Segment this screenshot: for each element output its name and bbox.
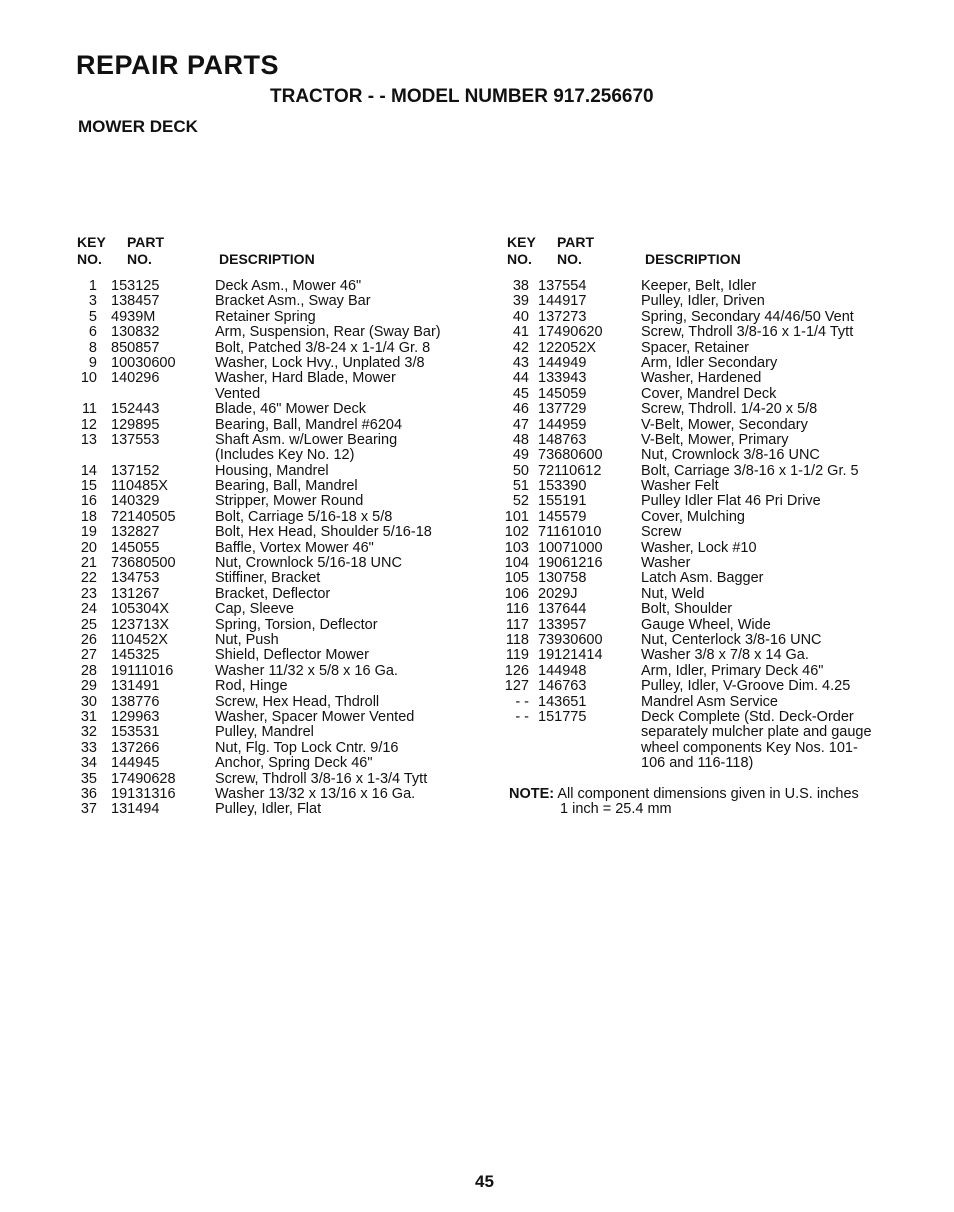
part-key-number: 19 bbox=[80, 524, 97, 541]
part-description: Nut, Weld bbox=[641, 585, 705, 602]
part-key-number: 1 bbox=[88, 278, 97, 294]
parts-row bbox=[498, 402, 901, 417]
part-number bbox=[538, 756, 641, 771]
part-key-number: 15 bbox=[80, 478, 97, 495]
page-title: REPAIR PARTS bbox=[76, 50, 280, 80]
note-text-line1: All component dimensions given in U.S. inches bbox=[557, 786, 859, 802]
part-key-number: 34 bbox=[80, 755, 97, 772]
part-description: Stiffiner, Bracket bbox=[215, 570, 321, 587]
part-description: Nut, Crownlock 5/16-18 UNC bbox=[215, 555, 402, 572]
part-key-number: 102 bbox=[504, 524, 529, 541]
part-key-number: 5 bbox=[88, 308, 97, 325]
part-description: Shield, Deflector Mower bbox=[215, 647, 369, 664]
part-key-number: 47 bbox=[512, 416, 529, 433]
note-label: NOTE: bbox=[509, 786, 555, 802]
part-description: Arm, Suspension, Rear (Sway Bar) bbox=[215, 324, 441, 341]
part-number: 144945 bbox=[111, 755, 160, 772]
part-key-number: 8 bbox=[88, 339, 97, 356]
parts-row bbox=[498, 356, 901, 371]
part-number: 19121414 bbox=[538, 647, 603, 664]
part-key-number: 12 bbox=[80, 416, 97, 433]
part-key-number: 46 bbox=[512, 401, 529, 418]
part-key-number bbox=[76, 387, 97, 402]
part-key-number bbox=[498, 741, 529, 756]
part-number: 153531 bbox=[111, 724, 160, 741]
parts-row bbox=[76, 448, 475, 463]
part-key-number: 37 bbox=[80, 801, 97, 818]
parts-row bbox=[76, 602, 475, 617]
part-description: Baffle, Vortex Mower 46" bbox=[215, 539, 374, 556]
parts-row bbox=[76, 418, 475, 433]
part-description: Spring, Secondary 44/46/50 Vent bbox=[641, 308, 854, 325]
part-key-number bbox=[498, 756, 529, 771]
parts-row bbox=[498, 602, 901, 617]
parts-row bbox=[498, 279, 901, 294]
part-description: Screw, Thdroll 3/8-16 x 1-1/4 Tytt bbox=[641, 324, 854, 341]
part-key-number: 23 bbox=[80, 585, 97, 602]
part-number bbox=[538, 741, 641, 756]
parts-row bbox=[498, 633, 901, 648]
part-description: Gauge Wheel, Wide bbox=[641, 616, 771, 633]
part-number: 144917 bbox=[538, 293, 587, 310]
part-key-number: 127 bbox=[504, 678, 529, 695]
left-description-header: DESCRIPTION bbox=[219, 251, 315, 267]
parts-row bbox=[498, 479, 901, 494]
parts-row bbox=[76, 433, 475, 448]
part-number: 133943 bbox=[538, 370, 587, 387]
right-part-header bbox=[557, 234, 594, 268]
parts-row bbox=[76, 679, 475, 694]
part-number: 145579 bbox=[538, 508, 587, 525]
parts-row bbox=[76, 664, 475, 679]
part-description: Anchor, Spring Deck 46" bbox=[215, 755, 373, 772]
parts-row bbox=[498, 587, 901, 602]
parts-row bbox=[498, 525, 901, 540]
part-number: 72140505 bbox=[111, 508, 176, 525]
part-description: Pulley, Mandrel bbox=[215, 724, 314, 741]
part-key-number: 39 bbox=[512, 293, 529, 310]
part-description: Nut, Crownlock 3/8-16 UNC bbox=[641, 447, 820, 464]
part-number: 148763 bbox=[538, 431, 587, 448]
parts-row bbox=[76, 725, 475, 740]
part-number: 137554 bbox=[538, 278, 587, 294]
parts-list-right bbox=[498, 279, 901, 772]
parts-row bbox=[76, 525, 475, 540]
part-key-number: 30 bbox=[80, 693, 97, 710]
part-number: 130832 bbox=[111, 324, 160, 341]
part-number: 105304X bbox=[111, 601, 170, 618]
part-description: Washer, Hard Blade, Mower bbox=[215, 370, 396, 387]
part-description: Pulley, Idler, Flat bbox=[215, 801, 322, 818]
parts-row bbox=[76, 325, 475, 340]
part-description: V-Belt, Mower, Secondary bbox=[641, 416, 808, 433]
part-description: Pulley, Idler, V-Groove Dim. 4.25 bbox=[641, 678, 851, 695]
part-description: Screw, Hex Head, Thdroll bbox=[215, 693, 380, 710]
part-number: 73680600 bbox=[538, 447, 603, 464]
parts-row bbox=[498, 433, 901, 448]
part-key-number bbox=[498, 725, 529, 740]
part-key-number: 117 bbox=[505, 616, 529, 633]
part-key-number: 48 bbox=[512, 431, 529, 448]
part-key-number: 31 bbox=[80, 708, 97, 725]
part-number: 146763 bbox=[538, 678, 587, 695]
part-key-number: 116 bbox=[505, 601, 529, 618]
part-number: 129895 bbox=[111, 416, 160, 433]
part-number: 137644 bbox=[538, 601, 587, 618]
part-number: 131491 bbox=[111, 678, 160, 695]
part-key-number bbox=[76, 448, 97, 463]
part-number: 137729 bbox=[538, 401, 587, 418]
part-description: wheel components Key Nos. 101- bbox=[641, 739, 858, 756]
parts-row bbox=[76, 402, 475, 417]
parts-row bbox=[498, 341, 901, 356]
parts-row bbox=[498, 294, 901, 309]
parts-row bbox=[498, 510, 901, 525]
part-description: Housing, Mandrel bbox=[215, 462, 329, 479]
parts-row bbox=[76, 494, 475, 509]
part-number: 133957 bbox=[538, 616, 587, 633]
part-key-number: 51 bbox=[512, 478, 529, 495]
parts-row bbox=[498, 464, 901, 479]
parts-row bbox=[76, 464, 475, 479]
section-heading: MOWER DECK bbox=[78, 117, 198, 136]
parts-row bbox=[76, 510, 475, 525]
left-part-header bbox=[127, 234, 164, 268]
parts-row bbox=[498, 756, 901, 771]
part-key-number: 33 bbox=[80, 739, 97, 756]
part-number: 10071000 bbox=[538, 539, 603, 556]
parts-row bbox=[498, 494, 901, 509]
parts-row bbox=[76, 279, 475, 294]
parts-row bbox=[76, 294, 475, 309]
right-key-header bbox=[507, 234, 536, 268]
parts-row bbox=[498, 371, 901, 386]
part-number: 137273 bbox=[538, 308, 587, 325]
parts-row bbox=[498, 541, 901, 556]
part-number: 19061216 bbox=[538, 555, 603, 572]
parts-row bbox=[498, 387, 901, 402]
part-number: 2029J bbox=[538, 585, 578, 602]
part-number: 19131316 bbox=[111, 785, 176, 802]
part-number: 138776 bbox=[111, 693, 160, 710]
part-description: Bolt, Patched 3/8-24 x 1-1/4 Gr. 8 bbox=[215, 339, 431, 356]
left-part-header-line1: PART bbox=[127, 234, 165, 250]
part-description: (Includes Key No. 12) bbox=[215, 447, 355, 464]
part-key-number: 106 bbox=[504, 585, 529, 602]
part-description: Spring, Torsion, Deflector bbox=[215, 616, 378, 633]
part-description: Blade, 46" Mower Deck bbox=[215, 401, 367, 418]
parts-row bbox=[76, 541, 475, 556]
parts-row bbox=[498, 695, 901, 710]
part-description: Nut, Push bbox=[215, 631, 279, 648]
part-description: Bolt, Shoulder bbox=[641, 601, 733, 618]
part-number: 138457 bbox=[111, 293, 160, 310]
part-key-number: 32 bbox=[80, 724, 97, 741]
parts-row bbox=[76, 556, 475, 571]
parts-row bbox=[498, 556, 901, 571]
part-description: Washer, Lock #10 bbox=[641, 539, 757, 556]
right-key-header-line2: NO. bbox=[507, 251, 532, 267]
part-number: 140329 bbox=[111, 493, 160, 510]
part-description: Washer Felt bbox=[641, 478, 719, 495]
part-number: 153390 bbox=[538, 478, 587, 495]
part-number: 129963 bbox=[111, 708, 160, 725]
part-key-number: 28 bbox=[80, 662, 97, 679]
part-key-number: 21 bbox=[80, 555, 97, 572]
part-number: 4939M bbox=[111, 308, 156, 325]
parts-row bbox=[76, 618, 475, 633]
parts-row bbox=[76, 802, 475, 817]
part-key-number: 3 bbox=[88, 293, 97, 310]
part-key-number: 13 bbox=[80, 431, 97, 448]
part-key-number: 16 bbox=[80, 493, 97, 510]
part-description: Cover, Mandrel Deck bbox=[641, 385, 777, 402]
part-number: 151775 bbox=[538, 708, 587, 725]
part-description: Screw, Thdroll 3/8-16 x 1-3/4 Tytt bbox=[215, 770, 428, 787]
parts-row bbox=[76, 633, 475, 648]
part-number: 110485X bbox=[111, 478, 168, 495]
part-description: Washer, Lock Hvy., Unplated 3/8 bbox=[215, 354, 425, 371]
part-description: Screw, Thdroll. 1/4-20 x 5/8 bbox=[641, 401, 818, 418]
part-key-number: 18 bbox=[80, 508, 97, 525]
part-key-number: 44 bbox=[512, 370, 529, 387]
part-description: Bolt, Carriage 5/16-18 x 5/8 bbox=[215, 508, 393, 525]
parts-row bbox=[76, 648, 475, 663]
part-number: 144948 bbox=[538, 662, 587, 679]
part-key-number: 43 bbox=[512, 354, 529, 371]
part-description: 106 and 116-118) bbox=[641, 755, 754, 772]
part-key-number: 104 bbox=[504, 555, 529, 572]
part-number: 19111016 bbox=[111, 662, 174, 679]
part-description: Washer, Hardened bbox=[641, 370, 762, 387]
part-key-number: 50 bbox=[512, 462, 529, 479]
part-description: Pulley Idler Flat 46 Pri Drive bbox=[641, 493, 821, 510]
part-description: Nut, Flg. Top Lock Cntr. 9/16 bbox=[215, 739, 399, 756]
part-number: 155191 bbox=[538, 493, 587, 510]
part-number: 137553 bbox=[111, 431, 160, 448]
parts-row bbox=[76, 479, 475, 494]
part-description: Cap, Sleeve bbox=[215, 601, 294, 618]
part-description: Spacer, Retainer bbox=[641, 339, 750, 356]
part-description: Nut, Centerlock 3/8-16 UNC bbox=[641, 631, 822, 648]
right-description-header: DESCRIPTION bbox=[645, 251, 741, 267]
part-key-number: 11 bbox=[81, 401, 97, 418]
parts-list-left bbox=[76, 279, 475, 818]
part-number: 145059 bbox=[538, 385, 587, 402]
part-number: 72110612 bbox=[538, 462, 602, 479]
part-number: 132827 bbox=[111, 524, 160, 541]
part-description: Washer 3/8 x 7/8 x 14 Ga. bbox=[641, 647, 809, 664]
parts-row bbox=[498, 710, 901, 725]
part-number: 145055 bbox=[111, 539, 160, 556]
part-description: Arm, Idler, Primary Deck 46" bbox=[641, 662, 824, 679]
part-description: separately mulcher plate and gauge bbox=[641, 724, 872, 741]
part-number bbox=[538, 725, 641, 740]
part-key-number: 45 bbox=[512, 385, 529, 402]
part-description: Bolt, Carriage 3/8-16 x 1-1/2 Gr. 5 bbox=[641, 462, 859, 479]
parts-row bbox=[76, 310, 475, 325]
part-number bbox=[111, 448, 215, 463]
part-number: 110452X bbox=[111, 631, 168, 648]
parts-row bbox=[76, 756, 475, 771]
part-number: 137266 bbox=[111, 739, 160, 756]
part-key-number: 14 bbox=[80, 462, 97, 479]
part-description: Washer 13/32 x 13/16 x 16 Ga. bbox=[215, 785, 416, 802]
left-key-header-line2: NO. bbox=[77, 251, 102, 267]
right-part-header-line2: NO. bbox=[557, 251, 582, 267]
part-number bbox=[111, 387, 215, 402]
right-key-header-line1: KEY bbox=[507, 234, 536, 250]
part-description: Deck Asm., Mower 46" bbox=[215, 278, 362, 294]
part-description: Rod, Hinge bbox=[215, 678, 288, 695]
parts-row bbox=[498, 310, 901, 325]
part-number: 130758 bbox=[538, 570, 587, 587]
part-number: 17490628 bbox=[111, 770, 176, 787]
parts-row bbox=[76, 587, 475, 602]
part-key-number: - - bbox=[515, 708, 529, 725]
dimension-note bbox=[509, 787, 859, 818]
parts-row bbox=[498, 664, 901, 679]
part-description: Washer, Spacer Mower Vented bbox=[215, 708, 415, 725]
part-number: 137152 bbox=[111, 462, 160, 479]
part-description: Stripper, Mower Round bbox=[215, 493, 364, 510]
part-key-number: 9 bbox=[88, 354, 97, 371]
part-key-number: 38 bbox=[512, 278, 529, 294]
part-key-number: 103 bbox=[504, 539, 529, 556]
part-number: 144959 bbox=[538, 416, 587, 433]
part-description: Mandrel Asm Service bbox=[641, 693, 778, 710]
parts-row bbox=[76, 387, 475, 402]
part-number: 144949 bbox=[538, 354, 587, 371]
part-key-number: 105 bbox=[504, 570, 529, 587]
part-key-number: 10 bbox=[80, 370, 97, 387]
part-key-number: 52 bbox=[512, 493, 529, 510]
part-description: Arm, Idler Secondary bbox=[641, 354, 778, 371]
part-number: 152443 bbox=[111, 401, 160, 418]
part-description: Deck Complete (Std. Deck-Order bbox=[641, 708, 854, 725]
parts-row bbox=[76, 772, 475, 787]
part-number: 122052X bbox=[538, 339, 597, 356]
parts-row bbox=[76, 741, 475, 756]
part-description: Bracket Asm., Sway Bar bbox=[215, 293, 371, 310]
part-number: 17490620 bbox=[538, 324, 603, 341]
part-description: Bracket, Deflector bbox=[215, 585, 331, 602]
part-number: 134753 bbox=[111, 570, 160, 587]
part-number: 71161010 bbox=[538, 524, 602, 541]
part-number: 131267 bbox=[111, 585, 160, 602]
part-key-number: 118 bbox=[505, 631, 529, 648]
part-description: Cover, Mulching bbox=[641, 508, 745, 525]
part-description: Bearing, Ball, Mandrel bbox=[215, 478, 358, 495]
part-description: Washer 11/32 x 5/8 x 16 Ga. bbox=[215, 662, 398, 679]
part-number: 153125 bbox=[111, 278, 160, 294]
part-key-number: 27 bbox=[80, 647, 97, 664]
model-subtitle: TRACTOR - - MODEL NUMBER 917.256670 bbox=[270, 86, 654, 107]
parts-row bbox=[76, 571, 475, 586]
part-key-number: 6 bbox=[88, 324, 97, 341]
parts-row bbox=[76, 710, 475, 725]
part-number: 850857 bbox=[111, 339, 160, 356]
part-key-number: 126 bbox=[504, 662, 529, 679]
parts-row bbox=[498, 725, 901, 740]
page-number: 45 bbox=[475, 1172, 494, 1191]
part-description: Washer bbox=[641, 555, 691, 572]
left-part-header-line2: NO. bbox=[127, 251, 152, 267]
part-description: Pulley, Idler, Driven bbox=[641, 293, 765, 310]
part-key-number: 35 bbox=[80, 770, 97, 787]
part-key-number: 26 bbox=[80, 631, 97, 648]
part-key-number: 22 bbox=[80, 570, 97, 587]
parts-row bbox=[76, 787, 475, 802]
part-key-number: 20 bbox=[80, 539, 97, 556]
right-part-header-line1: PART bbox=[557, 234, 595, 250]
part-key-number: 49 bbox=[512, 447, 529, 464]
part-description: Shaft Asm. w/Lower Bearing bbox=[215, 431, 398, 448]
parts-row bbox=[498, 448, 901, 463]
part-description: Keeper, Belt, Idler bbox=[641, 278, 757, 294]
part-key-number: 101 bbox=[504, 508, 529, 525]
part-key-number: 25 bbox=[80, 616, 97, 633]
left-key-header bbox=[77, 234, 106, 268]
part-number: 140296 bbox=[111, 370, 160, 387]
part-number: 145325 bbox=[111, 647, 160, 664]
parts-row bbox=[498, 325, 901, 340]
part-number: 131494 bbox=[111, 801, 160, 818]
parts-row bbox=[76, 341, 475, 356]
part-number: 123713X bbox=[111, 616, 170, 633]
part-number: 143651 bbox=[538, 693, 587, 710]
part-number: 73930600 bbox=[538, 631, 603, 648]
part-description: Retainer Spring bbox=[215, 308, 316, 325]
parts-row bbox=[76, 695, 475, 710]
part-key-number: 24 bbox=[80, 601, 97, 618]
part-description: Latch Asm. Bagger bbox=[641, 570, 764, 587]
part-key-number: 119 bbox=[505, 647, 529, 664]
part-description: Bearing, Ball, Mandrel #6204 bbox=[215, 416, 403, 433]
part-number: 73680500 bbox=[111, 555, 176, 572]
part-key-number: 41 bbox=[512, 324, 529, 341]
part-key-number: 36 bbox=[80, 785, 97, 802]
parts-row bbox=[498, 741, 901, 756]
part-description: Vented bbox=[215, 385, 261, 402]
parts-row bbox=[498, 648, 901, 663]
part-description: V-Belt, Mower, Primary bbox=[641, 431, 789, 448]
part-description: Bolt, Hex Head, Shoulder 5/16-18 bbox=[215, 524, 432, 541]
left-key-header-line1: KEY bbox=[77, 234, 106, 250]
parts-row bbox=[76, 356, 475, 371]
parts-row bbox=[76, 371, 475, 386]
part-number: 10030600 bbox=[111, 354, 176, 371]
part-description: Screw bbox=[641, 524, 682, 541]
part-key-number: 42 bbox=[512, 339, 529, 356]
part-key-number: - - bbox=[515, 693, 529, 710]
parts-row bbox=[498, 679, 901, 694]
part-key-number: 29 bbox=[80, 678, 97, 695]
parts-row bbox=[498, 571, 901, 586]
part-key-number: 40 bbox=[512, 308, 529, 325]
note-text-line2: 1 inch = 25.4 mm bbox=[560, 801, 672, 818]
parts-row bbox=[498, 418, 901, 433]
parts-row bbox=[498, 618, 901, 633]
